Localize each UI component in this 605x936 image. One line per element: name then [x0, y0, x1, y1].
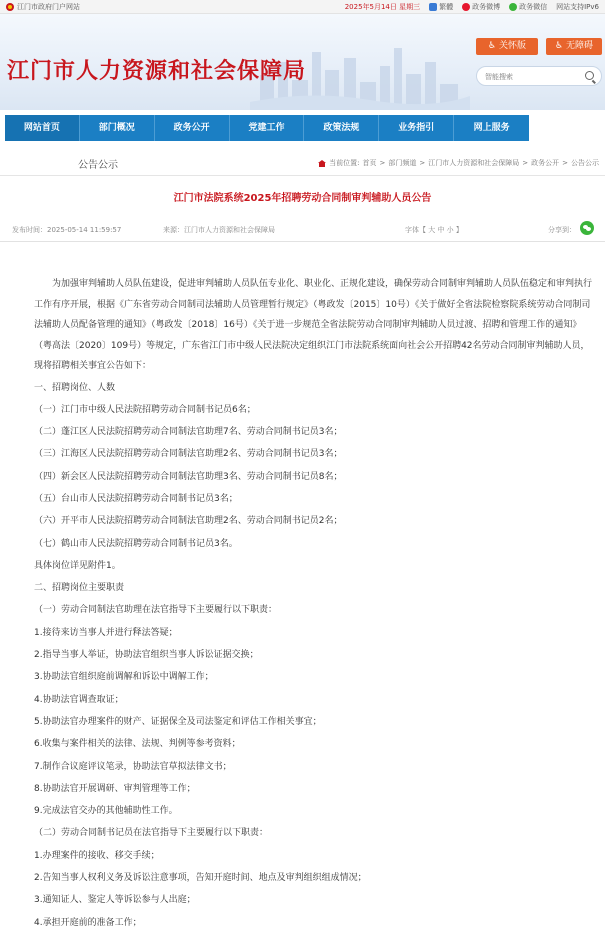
article-paragraph: （三）江海区人民法院招聘劳动合同制法官助理2名、劳动合同制书记员3名； [34, 449, 343, 460]
article-paragraph: 1.办理案件的接收、移交手续； [34, 850, 160, 861]
font-size-switcher[interactable]: 字体【 大 中 小 】 [405, 226, 463, 234]
nav-department[interactable]: 部门概况 [80, 115, 155, 141]
article-paragraph: 8.协助法官开展调研、审判管理等工作； [34, 783, 196, 794]
article-paragraph: 5.协助法官办理案件的财产、证据保全及司法鉴定和评估工作相关事宜； [34, 716, 322, 727]
ipv6-link[interactable] [556, 0, 599, 14]
article-paragraph: 2.指导当事人举证，协助法官组织当事人诉讼证据交换； [34, 650, 259, 661]
top-bar [0, 0, 605, 14]
wechat-icon [509, 3, 517, 11]
breadcrumb-separator: > [379, 159, 386, 167]
article-paragraph: （二）蓬江区人民法院招聘劳动合同制法官助理7名、劳动合同制书记员3名； [34, 427, 343, 438]
main-nav [0, 111, 605, 145]
breadcrumb-bureau[interactable]: 江门市人力资源和社会保障局 [428, 159, 520, 167]
article-body [34, 274, 594, 934]
accessibility-button[interactable] [546, 38, 602, 55]
nav-online-services[interactable]: 网上服务 [473, 123, 510, 133]
breadcrumb-home[interactable]: 首页 [362, 159, 377, 167]
care-mode-button[interactable] [476, 38, 538, 55]
section-title: 公告公示 [78, 160, 118, 171]
traditional-link[interactable] [429, 0, 453, 14]
article-paragraph: 具体岗位详见附件1。 [34, 560, 121, 571]
search-box [476, 66, 602, 86]
current-date: 2025年5月14日 星期三 [344, 3, 421, 11]
article-title: 江门市法院系统2025年招聘劳动合同制审判辅助人员公告 [173, 193, 432, 204]
article-paragraph: 7.制作合议庭评议笔录，协助法官草拟法律文书； [34, 761, 232, 772]
article-paragraph: 2.告知当事人权利义务及诉讼注意事项，告知开庭时间、地点及审判组织组成情况； [34, 873, 367, 884]
article-paragraph: 二、招聘岗位主要职责 [34, 583, 125, 594]
search-input[interactable] [485, 71, 585, 82]
site-title[interactable]: 江门市人力资源和社会保障局 [7, 59, 307, 84]
breadcrumb-separator: > [562, 159, 568, 167]
article-paragraph: 3.通知证人、鉴定人等诉讼参与人出庭； [34, 895, 196, 906]
nav-policies[interactable]: 政策法规 [304, 115, 379, 141]
care-mode-label: 关怀版 [498, 41, 526, 51]
breadcrumb-separator: > [522, 159, 529, 167]
breadcrumb [318, 158, 599, 168]
article-paragraph: 4.协助法官调查取证； [34, 694, 124, 705]
home-icon [318, 160, 326, 167]
search-icon[interactable] [585, 71, 594, 80]
article-paragraph: 3.协助法官组织庭前调解和诉讼中调解工作； [34, 672, 214, 683]
breadcrumb-notices[interactable]: 公告公示 [571, 159, 599, 167]
article-paragraph: 1.接待来访当事人并进行释法答疑； [34, 627, 178, 638]
breadcrumb-department-channel[interactable]: 部门频道 [388, 159, 417, 167]
breadcrumb-prefix: 当前位置: [329, 159, 360, 167]
nav-business-guide[interactable]: 业务指引 [379, 115, 454, 141]
national-emblem-icon [6, 3, 14, 11]
breadcrumb-bar [0, 150, 605, 176]
article-meta [0, 218, 605, 242]
article-source: 来源：江门市人力资源和社会保障局 [163, 226, 275, 234]
wechat-link[interactable] [509, 0, 547, 14]
article-paragraph: 一、招聘岗位、人数 [34, 382, 116, 393]
wechat-label: 政务微信 [519, 3, 548, 11]
nav-home[interactable]: 网站首页 [5, 115, 80, 141]
breadcrumb-government-affairs[interactable]: 政务公开 [531, 159, 560, 167]
article-paragraph: （四）新会区人民法院招聘劳动合同制法官助理3名、劳动合同制书记员8名； [34, 471, 343, 482]
article-paragraph: （五）台山市人民法院招聘劳动合同制书记员3名； [34, 493, 238, 504]
nav-government-affairs[interactable]: 政务公开 [155, 115, 230, 141]
weibo-icon [462, 3, 470, 11]
article-paragraph: （二）劳动合同制书记员在法官指导下主要履行以下职责： [34, 828, 269, 839]
article-intro: 为加强审判辅助人员队伍建设，促进审判辅助人员队伍专业化、职业化、正规化建设，确保劳动合同制审判辅助人员队伍稳定和审判执行工作有序开展，根据《广东省劳动合同制司法辅助人员管理暂行规定》（粤政发〔2015〕10号）《关于做好全省法院检察院系统劳动合同制司法辅助人员配备管理的通知》（粤政发〔2018〕16号）《关于进一步规范全省法院劳动合同制审判辅助人员过渡、招聘和管理工作的通知》（粤高法〔2020〕109号）等规定，广东省江门市中级人民法院决定组织江门市法院系统面向社会公开招聘42名劳动合同制审判辅助人员，现将招聘相关事宜公告如下： [34, 279, 593, 371]
article-paragraph: 4.承担开庭前的准备工作； [34, 917, 142, 928]
nav-party-building[interactable]: 党建工作 [230, 115, 305, 141]
ipv6-label: 网站支持IPv6 [556, 3, 599, 11]
wechat-share-icon[interactable] [580, 221, 594, 235]
care-icon: ♿ [488, 41, 497, 51]
site-header [0, 14, 605, 110]
share-label: 分享到： [548, 226, 576, 234]
weibo-link[interactable] [462, 0, 500, 14]
top-links [345, 0, 599, 14]
traditional-label: 繁體 [439, 3, 454, 11]
traditional-icon [429, 3, 437, 11]
article-paragraph: （一）江门市中级人民法院招聘劳动合同制书记员6名； [34, 404, 256, 415]
publish-time: 发布时间：2025-05-14 11:59:57 [12, 226, 122, 234]
gov-portal-link[interactable] [6, 0, 80, 14]
accessibility-label: 无障碍 [565, 41, 593, 51]
weibo-label: 政务微博 [472, 3, 501, 11]
breadcrumb-separator: > [419, 159, 426, 167]
article-lines [34, 377, 594, 934]
accessibility-icon: ♿ [555, 41, 564, 51]
article-paragraph: （六）开平市人民法院招聘劳动合同制法官助理2名、劳动合同制书记员2名； [34, 516, 343, 527]
article-paragraph: 9.完成法官交办的其他辅助性工作。 [34, 806, 178, 817]
article-paragraph: （一）劳动合同制法官助理在法官指导下主要履行以下职责： [34, 605, 278, 616]
article-paragraph: （七）鹤山市人民法院招聘劳动合同制书记员3名。 [34, 538, 238, 549]
gov-portal-label: 江门市政府门户网站 [17, 3, 80, 11]
article-paragraph: 6.收集与案件相关的法律、法规、判例等参考资料； [34, 739, 241, 750]
